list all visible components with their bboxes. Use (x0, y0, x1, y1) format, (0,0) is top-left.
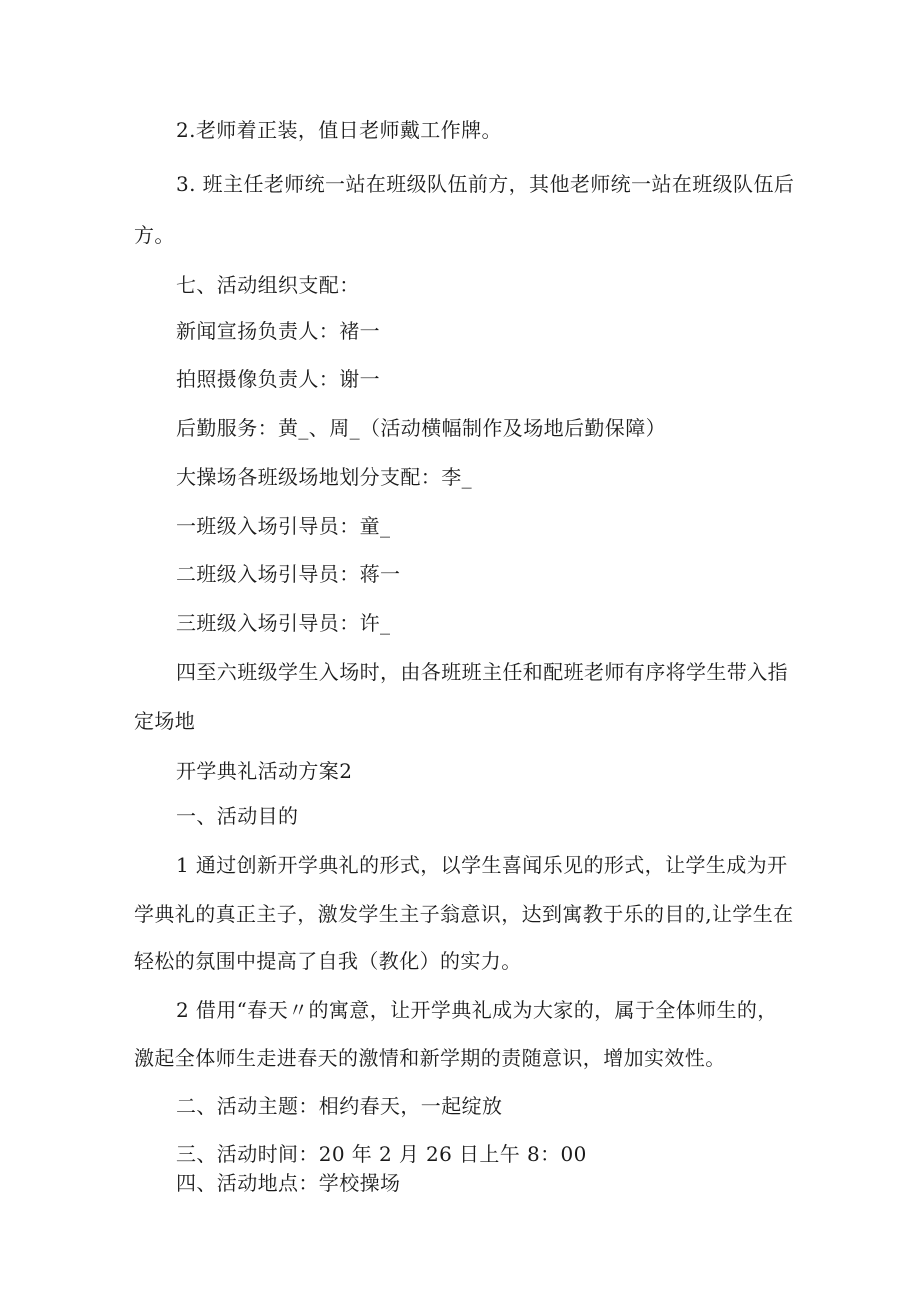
text-line: 定场地 (134, 709, 196, 733)
text-line: 后勤服务：黄_、周_（活动横幅制作及场地后勤保障） (176, 416, 666, 440)
section-heading: 二、活动主题：相约春天，一起绽放 (176, 1094, 503, 1118)
text-line: 2 借用“春天〃的寓意，让开学典礼成为大家的，属于全体师生的， (176, 998, 778, 1022)
text-line: 四至六班级学生入场时，由各班班主任和配班老师有序将学生带入指 (176, 660, 788, 684)
document-title: 开学典礼活动方案2 (176, 759, 353, 783)
text-line: 2.老师着正装，值日老师戴工作牌。 (176, 118, 502, 142)
text-line: 拍照摄像负责人：谢一 (176, 367, 380, 391)
text-line: 新闻宣扬负责人：褚一 (176, 319, 380, 343)
text-line: 学典礼的真正主子，激发学生主子翁意识，达到寓教于乐的目的,让学生在 (134, 902, 794, 926)
text-line: 轻松的氛围中提高了自我（教化）的实力。 (134, 949, 522, 973)
text-line: 1 通过创新开学典礼的形式，以学生喜闻乐见的形式，让学生成为开 (176, 853, 788, 877)
section-heading: 三、活动时间：20 年 2 月 26 日上午 8：00 (176, 1142, 587, 1166)
text-line: 二班级入场引导员：蒋一 (176, 562, 401, 586)
text-line: 方。 (134, 223, 175, 247)
section-heading: 七、活动组织支配： (176, 273, 360, 297)
text-line: 大操场各班级场地划分支配：李_ (176, 465, 472, 489)
section-heading: 一、活动目的 (176, 804, 299, 828)
text-line: 一班级入场引导员：童_ (176, 514, 391, 538)
section-heading: 四、活动地点：学校操场 (176, 1171, 401, 1195)
text-line: 激起全体师生走进春天的激情和新学期的责随意识，增加实效性。 (134, 1046, 726, 1070)
text-line: 三班级入场引导员：许_ (176, 611, 391, 635)
text-line: 3. 班主任老师统一站在班级队伍前方，其他老师统一站在班级队伍后 (176, 172, 795, 196)
